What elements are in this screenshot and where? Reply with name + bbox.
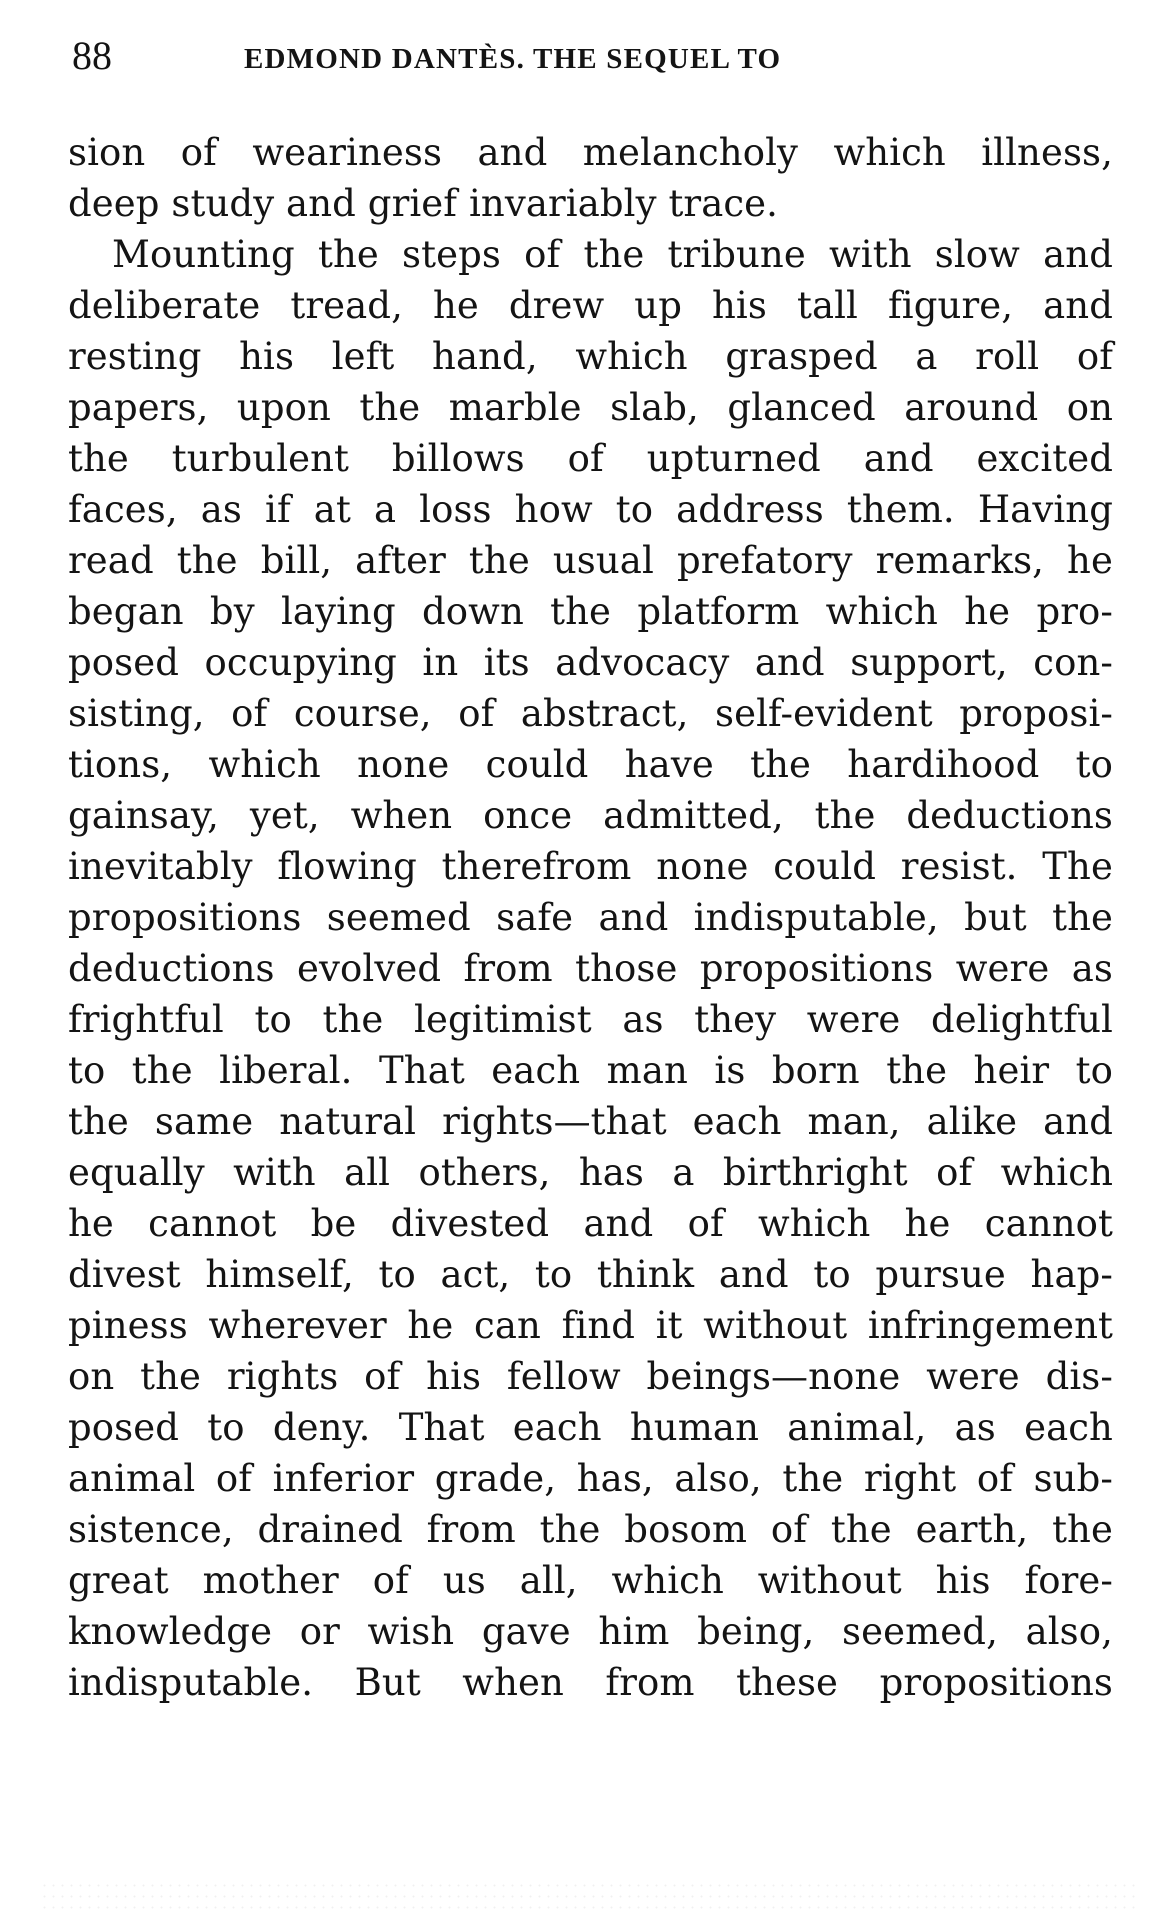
text-line: posed occupying in its advocacy and support, con- [68, 641, 1113, 684]
text-line: faces, as if at a loss how to address them. Having [68, 488, 1113, 531]
text-line: deep study and grief invariably trace. [68, 182, 779, 225]
text-line: read the bill, after the usual prefatory remarks, he [68, 539, 1113, 582]
text-line: sion of weariness and melancholy which illness, [68, 131, 1113, 174]
running-title: EDMOND DANTÈS. THE SEQUEL TO [244, 43, 782, 75]
page-number: 88 [72, 33, 112, 78]
text-line: papers, upon the marble slab, glanced around on [68, 386, 1113, 429]
scan-noise [40, 1880, 1140, 1910]
text-line: to the liberal. That each man is born the heir to [68, 1049, 1113, 1092]
text-line: he cannot be divested and of which he cannot [68, 1202, 1113, 1245]
text-line: posed to deny. That each human animal, as each [68, 1406, 1113, 1449]
text-line: great mother of us all, which without his fore- [68, 1559, 1113, 1602]
text-line: the same natural rights—that each man, alike and [68, 1100, 1113, 1143]
text-line: deductions evolved from those propositions were as [68, 947, 1113, 990]
text-line: animal of inferior grade, has, also, the right of sub- [68, 1457, 1113, 1500]
text-line: knowledge or wish gave him being, seemed, also, [68, 1610, 1113, 1653]
text-line: resting his left hand, which grasped a roll of [68, 335, 1113, 378]
text-line: tions, which none could have the hardihood to [68, 743, 1113, 786]
text-line: equally with all others, has a birthright of which [68, 1151, 1113, 1194]
text-line: inevitably flowing therefrom none could resist. The [68, 845, 1113, 888]
running-head [70, 30, 1115, 80]
text-line: indisputable. But when from these propositions [68, 1661, 1113, 1704]
text-line: sisting, of course, of abstract, self-evident proposi- [68, 692, 1113, 735]
text-line: on the rights of his fellow beings—none were dis- [68, 1355, 1113, 1398]
text-line: piness wherever he can find it without infringement [68, 1304, 1113, 1347]
text-line: sistence, drained from the bosom of the earth, the [68, 1508, 1113, 1551]
text-line: began by laying down the platform which he pro- [68, 590, 1113, 633]
text-line: divest himself, to act, to think and to pursue hap- [68, 1253, 1113, 1296]
text-line: gainsay, yet, when once admitted, the deductions [68, 794, 1113, 837]
text-line: deliberate tread, he drew up his tall figure, and [68, 284, 1113, 327]
body-text [68, 127, 1113, 1708]
text-line: the turbulent billows of upturned and excited [68, 437, 1113, 480]
text-line: propositions seemed safe and indisputable, but the [68, 896, 1113, 939]
text-line: frightful to the legitimist as they were delightful [68, 998, 1113, 1041]
text-line: Mounting the steps of the tribune with slow and [112, 233, 1113, 276]
